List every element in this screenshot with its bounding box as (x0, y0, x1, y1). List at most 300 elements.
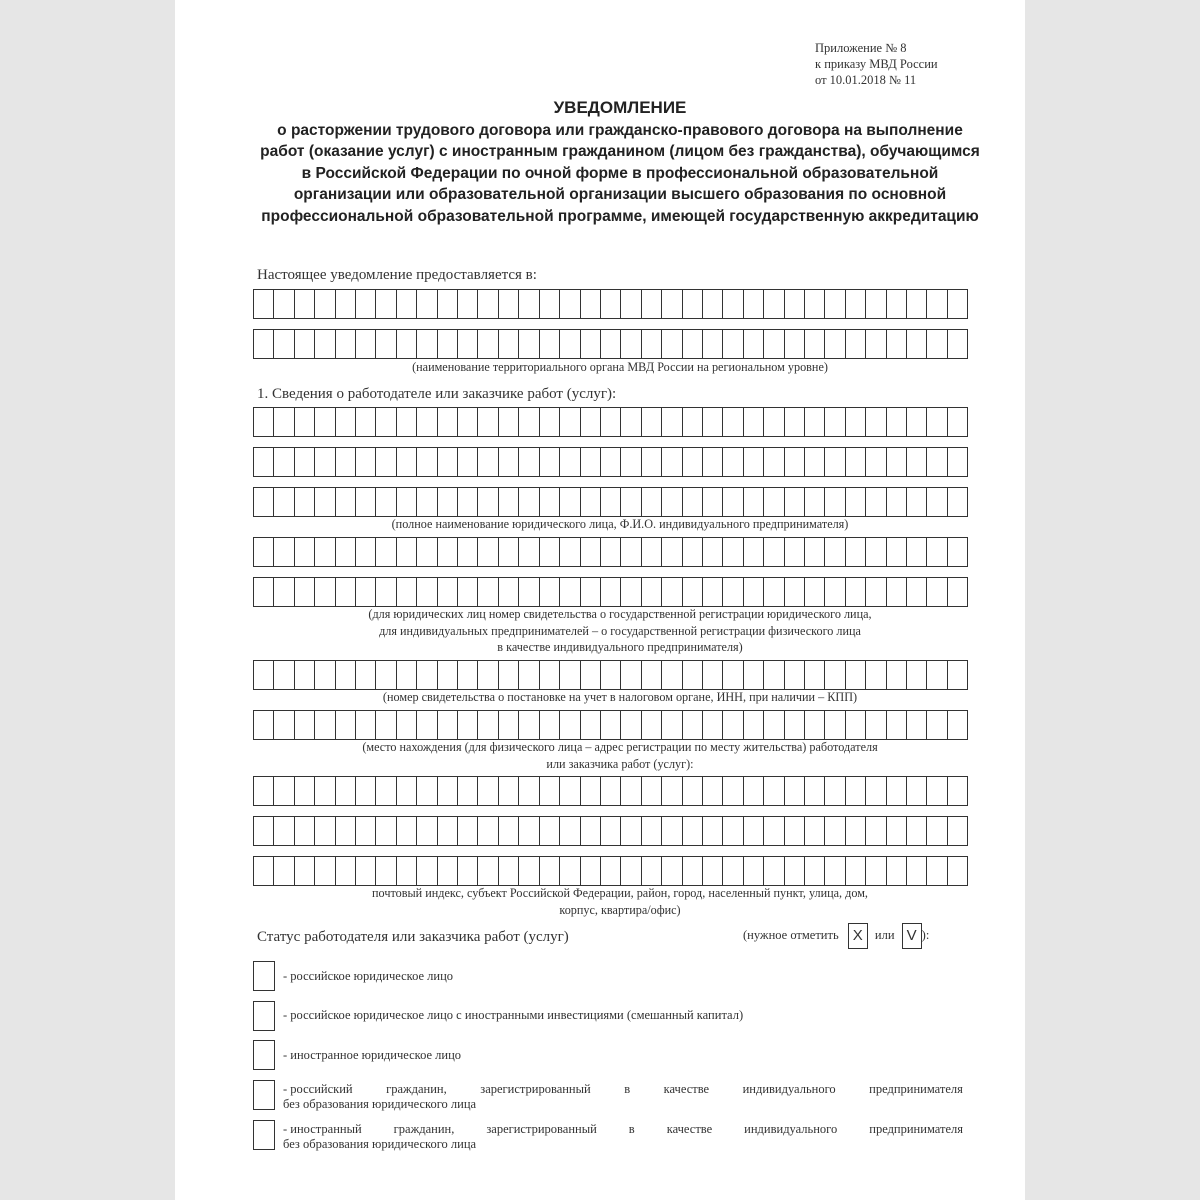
employer-name-field-row-1[interactable] (253, 407, 968, 437)
char-cell[interactable] (601, 857, 621, 885)
char-cell[interactable] (744, 290, 764, 318)
char-cell[interactable] (295, 578, 315, 606)
char-cell[interactable] (478, 448, 498, 476)
char-cell[interactable] (519, 488, 539, 516)
char-cell[interactable] (744, 661, 764, 689)
char-cell[interactable] (356, 857, 376, 885)
char-cell[interactable] (764, 857, 784, 885)
char-cell[interactable] (764, 330, 784, 358)
char-cell[interactable] (764, 777, 784, 805)
char-cell[interactable] (458, 857, 478, 885)
char-cell[interactable] (805, 661, 825, 689)
char-cell[interactable] (805, 408, 825, 436)
char-cell[interactable] (519, 711, 539, 739)
char-cell[interactable] (887, 857, 907, 885)
char-cell[interactable] (315, 448, 335, 476)
char-cell[interactable] (927, 661, 947, 689)
char-cell[interactable] (438, 330, 458, 358)
char-cell[interactable] (499, 817, 519, 845)
char-cell[interactable] (254, 777, 274, 805)
status-checkbox-foreign-entrepreneur[interactable] (253, 1120, 275, 1150)
char-cell[interactable] (846, 711, 866, 739)
char-cell[interactable] (274, 661, 294, 689)
char-cell[interactable] (948, 408, 967, 436)
char-cell[interactable] (948, 711, 967, 739)
char-cell[interactable] (458, 538, 478, 566)
char-cell[interactable] (315, 488, 335, 516)
char-cell[interactable] (560, 817, 580, 845)
char-cell[interactable] (540, 817, 560, 845)
char-cell[interactable] (560, 857, 580, 885)
char-cell[interactable] (356, 448, 376, 476)
char-cell[interactable] (560, 711, 580, 739)
char-cell[interactable] (478, 290, 498, 318)
char-cell[interactable] (866, 538, 886, 566)
char-cell[interactable] (295, 448, 315, 476)
char-cell[interactable] (254, 290, 274, 318)
char-cell[interactable] (642, 711, 662, 739)
char-cell[interactable] (560, 777, 580, 805)
char-cell[interactable] (805, 857, 825, 885)
char-cell[interactable] (601, 777, 621, 805)
char-cell[interactable] (662, 538, 682, 566)
char-cell[interactable] (581, 857, 601, 885)
char-cell[interactable] (519, 777, 539, 805)
char-cell[interactable] (336, 817, 356, 845)
char-cell[interactable] (295, 711, 315, 739)
char-cell[interactable] (438, 857, 458, 885)
char-cell[interactable] (785, 408, 805, 436)
char-cell[interactable] (683, 777, 703, 805)
char-cell[interactable] (315, 290, 335, 318)
employer-name-field-row-2[interactable] (253, 447, 968, 477)
char-cell[interactable] (478, 817, 498, 845)
char-cell[interactable] (825, 408, 845, 436)
location-field[interactable] (253, 710, 968, 740)
employer-name-field-row-3[interactable] (253, 487, 968, 517)
char-cell[interactable] (887, 488, 907, 516)
char-cell[interactable] (907, 330, 927, 358)
char-cell[interactable] (295, 488, 315, 516)
char-cell[interactable] (254, 857, 274, 885)
char-cell[interactable] (581, 408, 601, 436)
registration-field-row-2[interactable] (253, 577, 968, 607)
char-cell[interactable] (254, 448, 274, 476)
char-cell[interactable] (438, 538, 458, 566)
char-cell[interactable] (846, 578, 866, 606)
char-cell[interactable] (662, 711, 682, 739)
char-cell[interactable] (744, 578, 764, 606)
char-cell[interactable] (499, 538, 519, 566)
char-cell[interactable] (438, 661, 458, 689)
char-cell[interactable] (683, 330, 703, 358)
char-cell[interactable] (438, 488, 458, 516)
char-cell[interactable] (581, 448, 601, 476)
char-cell[interactable] (805, 290, 825, 318)
address-field-row-3[interactable] (253, 856, 968, 886)
char-cell[interactable] (948, 817, 967, 845)
char-cell[interactable] (764, 408, 784, 436)
char-cell[interactable] (703, 817, 723, 845)
char-cell[interactable] (866, 408, 886, 436)
char-cell[interactable] (274, 448, 294, 476)
char-cell[interactable] (478, 330, 498, 358)
char-cell[interactable] (499, 578, 519, 606)
char-cell[interactable] (846, 817, 866, 845)
char-cell[interactable] (662, 290, 682, 318)
char-cell[interactable] (703, 330, 723, 358)
char-cell[interactable] (560, 408, 580, 436)
char-cell[interactable] (274, 330, 294, 358)
char-cell[interactable] (846, 661, 866, 689)
char-cell[interactable] (887, 408, 907, 436)
char-cell[interactable] (315, 857, 335, 885)
char-cell[interactable] (785, 777, 805, 805)
char-cell[interactable] (805, 448, 825, 476)
char-cell[interactable] (683, 488, 703, 516)
char-cell[interactable] (540, 711, 560, 739)
char-cell[interactable] (478, 408, 498, 436)
char-cell[interactable] (519, 817, 539, 845)
char-cell[interactable] (254, 578, 274, 606)
char-cell[interactable] (785, 661, 805, 689)
char-cell[interactable] (315, 711, 335, 739)
char-cell[interactable] (519, 661, 539, 689)
char-cell[interactable] (397, 857, 417, 885)
char-cell[interactable] (274, 857, 294, 885)
char-cell[interactable] (703, 578, 723, 606)
char-cell[interactable] (866, 448, 886, 476)
char-cell[interactable] (785, 711, 805, 739)
char-cell[interactable] (376, 290, 396, 318)
char-cell[interactable] (336, 408, 356, 436)
char-cell[interactable] (785, 538, 805, 566)
char-cell[interactable] (315, 661, 335, 689)
char-cell[interactable] (458, 661, 478, 689)
char-cell[interactable] (438, 408, 458, 436)
char-cell[interactable] (397, 448, 417, 476)
char-cell[interactable] (866, 578, 886, 606)
char-cell[interactable] (764, 817, 784, 845)
char-cell[interactable] (642, 777, 662, 805)
char-cell[interactable] (417, 408, 437, 436)
char-cell[interactable] (723, 330, 743, 358)
char-cell[interactable] (601, 488, 621, 516)
char-cell[interactable] (927, 817, 947, 845)
char-cell[interactable] (560, 488, 580, 516)
char-cell[interactable] (560, 538, 580, 566)
char-cell[interactable] (601, 290, 621, 318)
char-cell[interactable] (703, 711, 723, 739)
char-cell[interactable] (581, 661, 601, 689)
char-cell[interactable] (764, 488, 784, 516)
char-cell[interactable] (948, 330, 967, 358)
char-cell[interactable] (356, 538, 376, 566)
char-cell[interactable] (621, 408, 641, 436)
char-cell[interactable] (315, 330, 335, 358)
char-cell[interactable] (683, 711, 703, 739)
char-cell[interactable] (744, 448, 764, 476)
char-cell[interactable] (336, 661, 356, 689)
char-cell[interactable] (315, 817, 335, 845)
char-cell[interactable] (376, 817, 396, 845)
char-cell[interactable] (417, 488, 437, 516)
char-cell[interactable] (744, 538, 764, 566)
char-cell[interactable] (397, 661, 417, 689)
char-cell[interactable] (438, 578, 458, 606)
char-cell[interactable] (438, 711, 458, 739)
char-cell[interactable] (907, 857, 927, 885)
char-cell[interactable] (683, 538, 703, 566)
char-cell[interactable] (723, 290, 743, 318)
char-cell[interactable] (785, 448, 805, 476)
char-cell[interactable] (519, 408, 539, 436)
char-cell[interactable] (744, 777, 764, 805)
char-cell[interactable] (499, 488, 519, 516)
char-cell[interactable] (478, 777, 498, 805)
char-cell[interactable] (336, 538, 356, 566)
char-cell[interactable] (336, 777, 356, 805)
char-cell[interactable] (866, 857, 886, 885)
char-cell[interactable] (642, 330, 662, 358)
char-cell[interactable] (723, 488, 743, 516)
char-cell[interactable] (499, 857, 519, 885)
char-cell[interactable] (662, 661, 682, 689)
char-cell[interactable] (662, 408, 682, 436)
char-cell[interactable] (376, 538, 396, 566)
char-cell[interactable] (683, 408, 703, 436)
char-cell[interactable] (887, 817, 907, 845)
char-cell[interactable] (336, 488, 356, 516)
char-cell[interactable] (356, 711, 376, 739)
char-cell[interactable] (458, 578, 478, 606)
char-cell[interactable] (356, 330, 376, 358)
char-cell[interactable] (948, 448, 967, 476)
char-cell[interactable] (376, 777, 396, 805)
char-cell[interactable] (601, 538, 621, 566)
char-cell[interactable] (927, 538, 947, 566)
char-cell[interactable] (907, 777, 927, 805)
char-cell[interactable] (887, 448, 907, 476)
char-cell[interactable] (254, 538, 274, 566)
char-cell[interactable] (397, 290, 417, 318)
char-cell[interactable] (825, 448, 845, 476)
char-cell[interactable] (866, 777, 886, 805)
char-cell[interactable] (948, 857, 967, 885)
char-cell[interactable] (540, 777, 560, 805)
char-cell[interactable] (866, 661, 886, 689)
char-cell[interactable] (581, 538, 601, 566)
char-cell[interactable] (907, 538, 927, 566)
char-cell[interactable] (927, 448, 947, 476)
char-cell[interactable] (764, 661, 784, 689)
char-cell[interactable] (519, 857, 539, 885)
char-cell[interactable] (478, 488, 498, 516)
char-cell[interactable] (642, 408, 662, 436)
char-cell[interactable] (764, 290, 784, 318)
char-cell[interactable] (825, 330, 845, 358)
char-cell[interactable] (560, 661, 580, 689)
char-cell[interactable] (295, 538, 315, 566)
char-cell[interactable] (274, 538, 294, 566)
char-cell[interactable] (540, 661, 560, 689)
char-cell[interactable] (805, 538, 825, 566)
char-cell[interactable] (376, 488, 396, 516)
char-cell[interactable] (866, 290, 886, 318)
char-cell[interactable] (621, 857, 641, 885)
char-cell[interactable] (540, 857, 560, 885)
char-cell[interactable] (397, 817, 417, 845)
territorial-organ-field-row-2[interactable] (253, 329, 968, 359)
char-cell[interactable] (744, 408, 764, 436)
char-cell[interactable] (274, 711, 294, 739)
char-cell[interactable] (519, 330, 539, 358)
char-cell[interactable] (519, 538, 539, 566)
char-cell[interactable] (295, 817, 315, 845)
char-cell[interactable] (581, 777, 601, 805)
address-field-row-1[interactable] (253, 776, 968, 806)
char-cell[interactable] (744, 711, 764, 739)
char-cell[interactable] (683, 661, 703, 689)
char-cell[interactable] (540, 448, 560, 476)
char-cell[interactable] (887, 330, 907, 358)
char-cell[interactable] (499, 330, 519, 358)
char-cell[interactable] (356, 777, 376, 805)
char-cell[interactable] (662, 857, 682, 885)
char-cell[interactable] (356, 817, 376, 845)
char-cell[interactable] (560, 290, 580, 318)
char-cell[interactable] (621, 777, 641, 805)
char-cell[interactable] (621, 661, 641, 689)
char-cell[interactable] (438, 290, 458, 318)
char-cell[interactable] (866, 488, 886, 516)
char-cell[interactable] (948, 290, 967, 318)
char-cell[interactable] (642, 488, 662, 516)
char-cell[interactable] (703, 538, 723, 566)
char-cell[interactable] (703, 488, 723, 516)
char-cell[interactable] (397, 488, 417, 516)
char-cell[interactable] (723, 448, 743, 476)
char-cell[interactable] (846, 777, 866, 805)
char-cell[interactable] (560, 330, 580, 358)
char-cell[interactable] (825, 578, 845, 606)
char-cell[interactable] (397, 578, 417, 606)
char-cell[interactable] (621, 330, 641, 358)
char-cell[interactable] (499, 408, 519, 436)
char-cell[interactable] (336, 448, 356, 476)
char-cell[interactable] (703, 448, 723, 476)
char-cell[interactable] (846, 448, 866, 476)
char-cell[interactable] (907, 408, 927, 436)
char-cell[interactable] (662, 777, 682, 805)
char-cell[interactable] (417, 711, 437, 739)
char-cell[interactable] (376, 408, 396, 436)
char-cell[interactable] (907, 711, 927, 739)
char-cell[interactable] (642, 661, 662, 689)
char-cell[interactable] (254, 817, 274, 845)
char-cell[interactable] (254, 661, 274, 689)
char-cell[interactable] (723, 777, 743, 805)
char-cell[interactable] (356, 290, 376, 318)
char-cell[interactable] (581, 711, 601, 739)
char-cell[interactable] (458, 408, 478, 436)
char-cell[interactable] (499, 661, 519, 689)
char-cell[interactable] (846, 538, 866, 566)
char-cell[interactable] (723, 578, 743, 606)
char-cell[interactable] (458, 817, 478, 845)
char-cell[interactable] (764, 578, 784, 606)
char-cell[interactable] (887, 661, 907, 689)
char-cell[interactable] (356, 488, 376, 516)
char-cell[interactable] (662, 578, 682, 606)
status-checkbox-mixed-capital[interactable] (253, 1001, 275, 1031)
char-cell[interactable] (785, 578, 805, 606)
char-cell[interactable] (927, 711, 947, 739)
char-cell[interactable] (621, 448, 641, 476)
char-cell[interactable] (417, 661, 437, 689)
char-cell[interactable] (683, 817, 703, 845)
char-cell[interactable] (703, 857, 723, 885)
char-cell[interactable] (866, 711, 886, 739)
char-cell[interactable] (336, 857, 356, 885)
char-cell[interactable] (397, 408, 417, 436)
char-cell[interactable] (723, 408, 743, 436)
char-cell[interactable] (540, 488, 560, 516)
char-cell[interactable] (254, 488, 274, 516)
char-cell[interactable] (927, 408, 947, 436)
char-cell[interactable] (601, 661, 621, 689)
char-cell[interactable] (336, 711, 356, 739)
char-cell[interactable] (927, 578, 947, 606)
char-cell[interactable] (295, 661, 315, 689)
char-cell[interactable] (907, 578, 927, 606)
char-cell[interactable] (438, 777, 458, 805)
char-cell[interactable] (315, 538, 335, 566)
char-cell[interactable] (887, 290, 907, 318)
char-cell[interactable] (948, 661, 967, 689)
char-cell[interactable] (519, 578, 539, 606)
char-cell[interactable] (703, 661, 723, 689)
char-cell[interactable] (519, 448, 539, 476)
char-cell[interactable] (662, 330, 682, 358)
char-cell[interactable] (417, 290, 437, 318)
char-cell[interactable] (825, 488, 845, 516)
char-cell[interactable] (397, 538, 417, 566)
char-cell[interactable] (540, 290, 560, 318)
char-cell[interactable] (683, 578, 703, 606)
char-cell[interactable] (866, 817, 886, 845)
char-cell[interactable] (397, 330, 417, 358)
char-cell[interactable] (907, 448, 927, 476)
char-cell[interactable] (887, 578, 907, 606)
char-cell[interactable] (683, 448, 703, 476)
address-field-row-2[interactable] (253, 816, 968, 846)
char-cell[interactable] (723, 817, 743, 845)
char-cell[interactable] (764, 711, 784, 739)
char-cell[interactable] (295, 408, 315, 436)
char-cell[interactable] (744, 817, 764, 845)
char-cell[interactable] (642, 290, 662, 318)
char-cell[interactable] (846, 330, 866, 358)
char-cell[interactable] (315, 408, 335, 436)
char-cell[interactable] (764, 538, 784, 566)
char-cell[interactable] (478, 578, 498, 606)
char-cell[interactable] (642, 538, 662, 566)
char-cell[interactable] (642, 817, 662, 845)
char-cell[interactable] (295, 857, 315, 885)
char-cell[interactable] (254, 408, 274, 436)
char-cell[interactable] (825, 538, 845, 566)
